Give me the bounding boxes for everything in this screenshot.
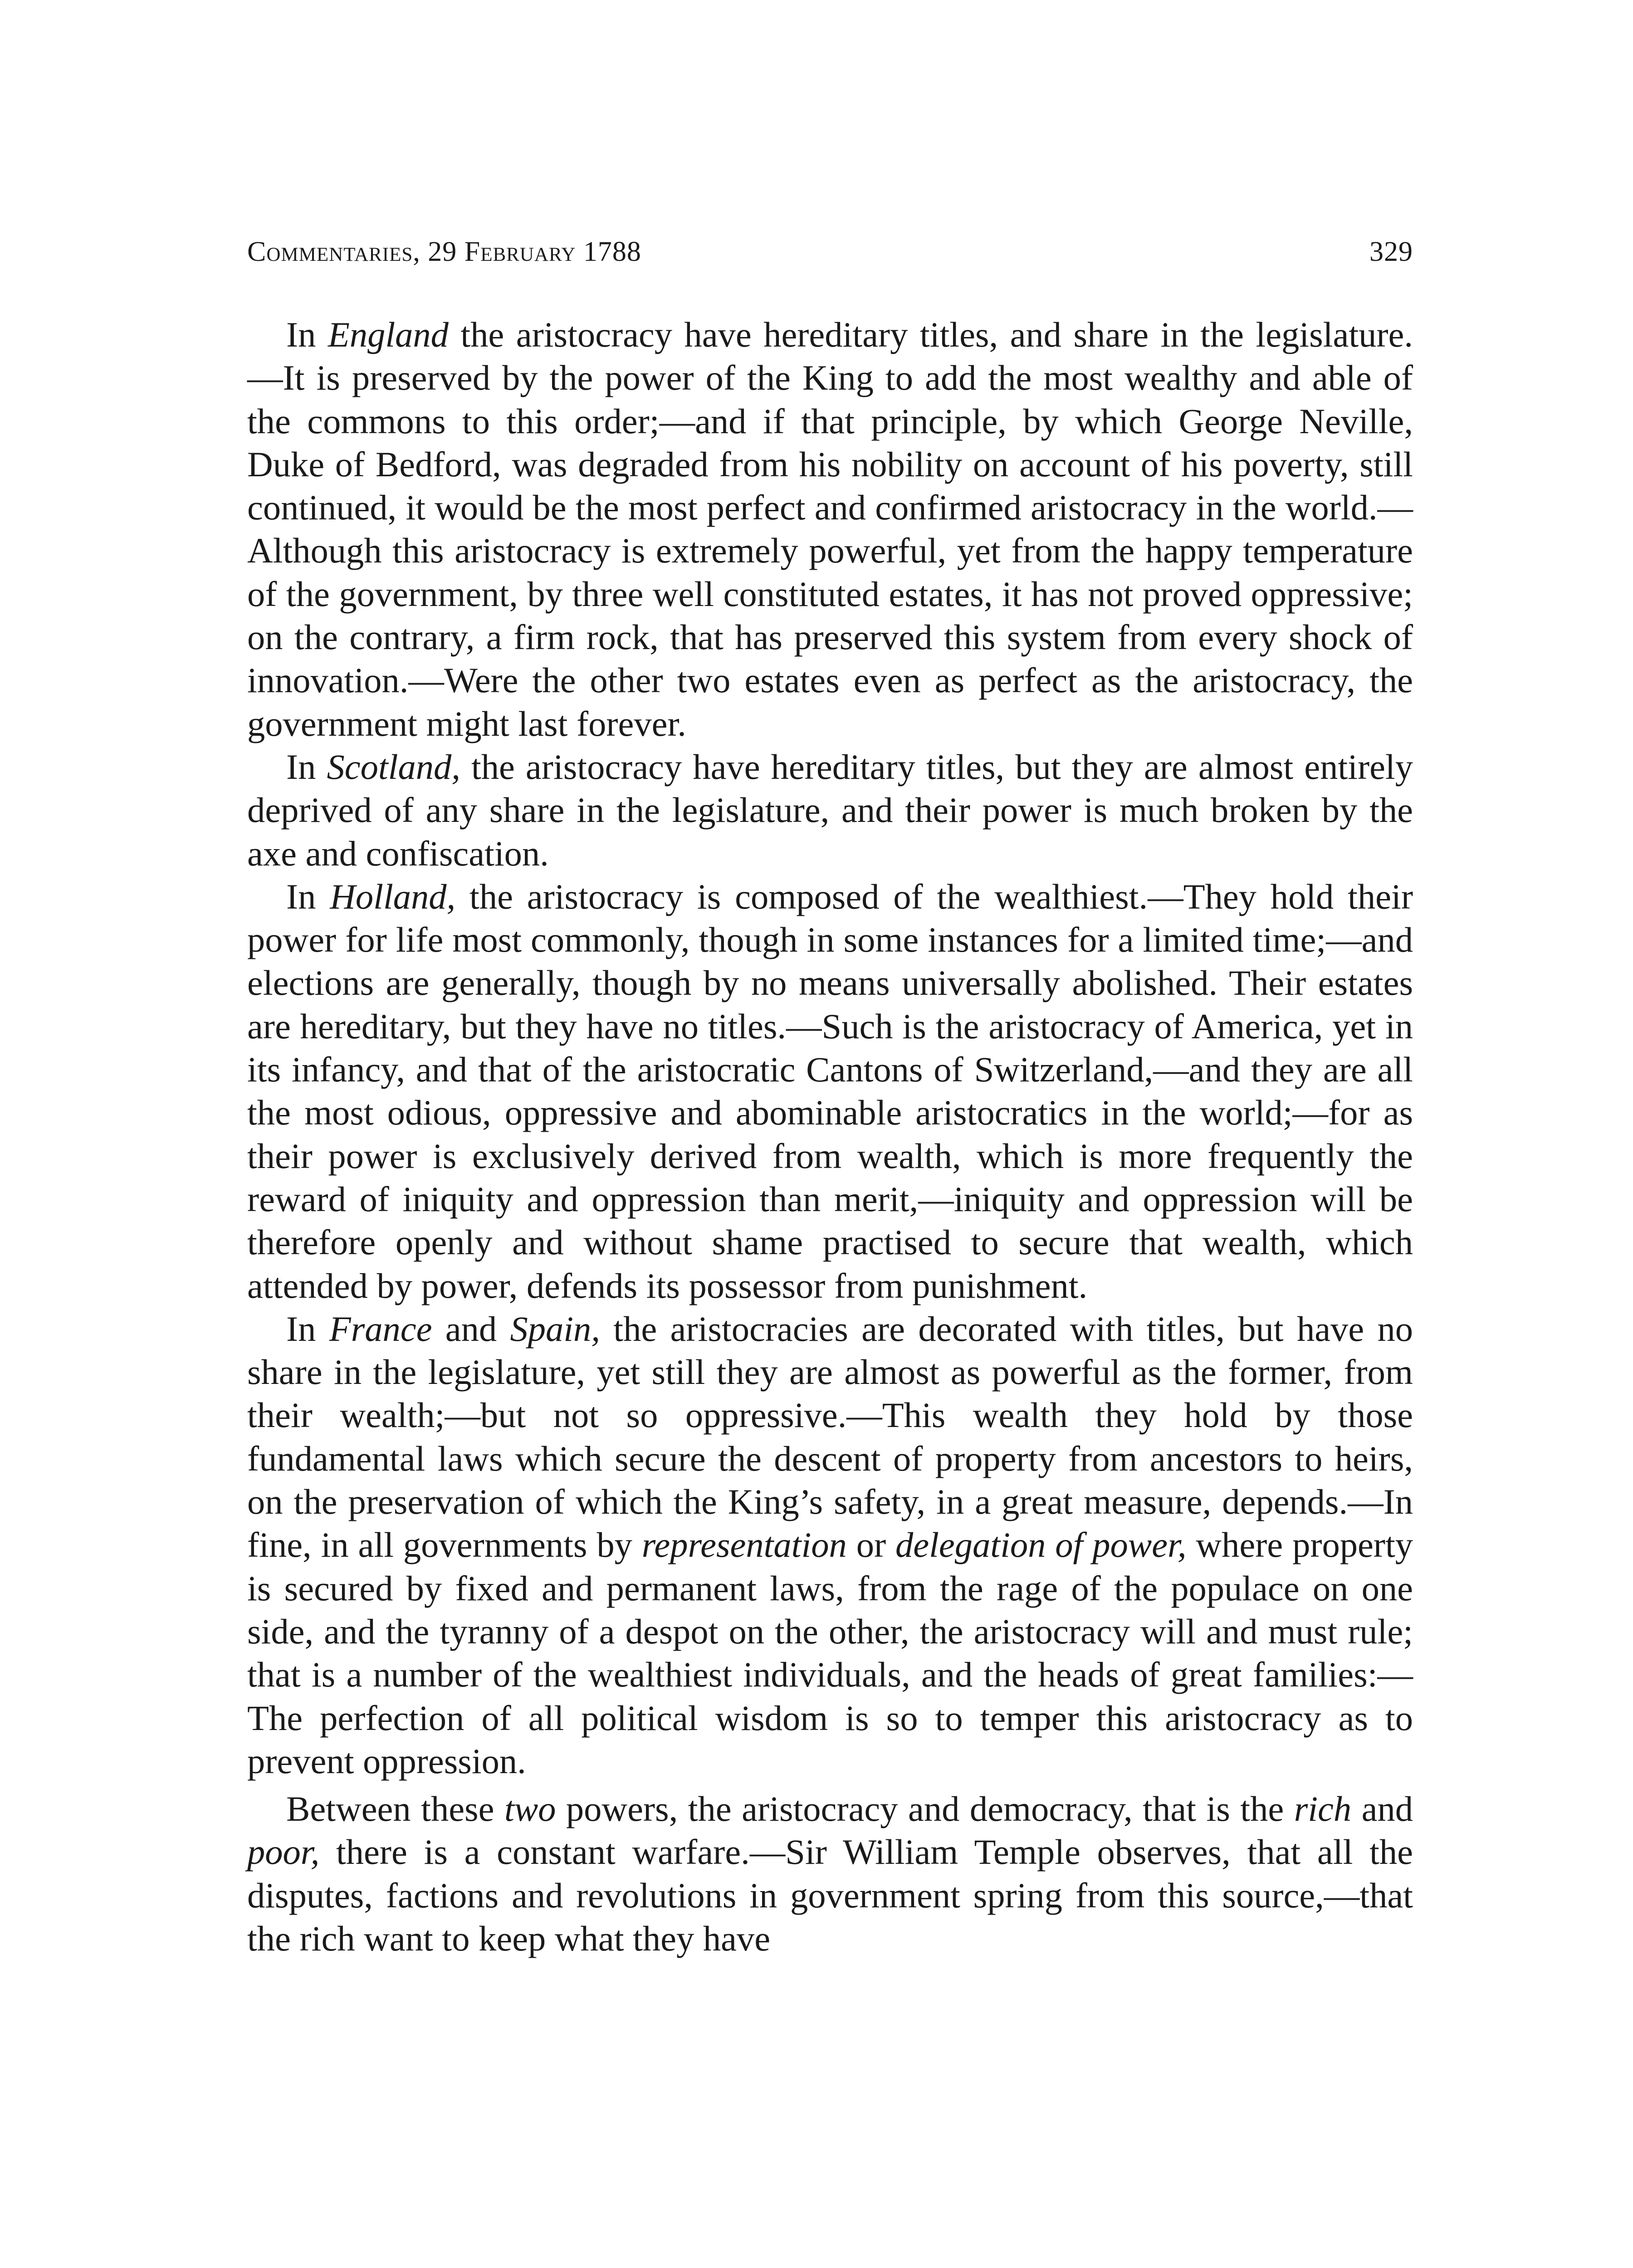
- text-run: where property is secured by fixed and permanent laws, from the rage of the populace on one side, and the tyranny of a despot on the other, the aristocracy will and must rule; that is a number of the wealthiest individuals, and the heads of great families:—The perfection of all political wisdom is so to temper this aristocracy as to prevent oppression.: [247, 1525, 1413, 1781]
- text-run: and: [432, 1309, 510, 1349]
- italic-place-name: England: [328, 315, 449, 354]
- text-run: In: [286, 315, 328, 354]
- paragraph-spacer: [247, 1783, 1413, 1787]
- italic-place-name: France: [329, 1309, 432, 1349]
- italic-emphasis: poor,: [247, 1832, 320, 1872]
- paragraph-two-powers: [247, 1787, 1413, 1960]
- text-run: Between these: [286, 1789, 504, 1829]
- running-title: Commentaries, 29 February 1788: [247, 236, 641, 267]
- italic-place-name: Spain,: [510, 1309, 600, 1349]
- text-run: In: [286, 1309, 329, 1349]
- paragraph-france-spain: [247, 1307, 1413, 1783]
- paragraph-england: [247, 313, 1413, 745]
- italic-emphasis: representation: [641, 1525, 847, 1565]
- page-number: 329: [1369, 236, 1413, 267]
- text-run: the aristocracy have hereditary titles, but they are almost entirely deprived of any share in the legislature, and their power is much broken by the axe and confiscation.: [247, 747, 1413, 873]
- text-run: and: [1351, 1789, 1413, 1829]
- text-run: In: [286, 876, 330, 916]
- text-run: In: [286, 747, 327, 787]
- text-run: the aristocracies are decorated with titles, but have no share in the legislature, yet still they are almost as powerful as the former, from their wealth;—but not so oppressive.—This wealth they hold by those fundamental laws which secure the descent of property from ancestors to heirs, on the preservation of which the King’s safety, in a great measure, depends.—In fine, in all governments by: [247, 1309, 1413, 1565]
- text-run: powers, the aristocracy and democracy, that is the: [556, 1789, 1294, 1829]
- text-run: the aristocracy have hereditary titles, and share in the legislature.—It is preserved by the power of the King to add the most wealthy and able of the commons to this order;—and if that principle, by which George Neville, Duke of Bedford, was degraded from his nobility on account of his poverty, still continued, it would be the most perfect and confirmed aristocracy in the world.—Although this aristocracy is extremely powerful, yet from the happy temperature of the government, by three well constituted estates, it has not proved oppressive; on the contrary, a firm rock, that has preserved this system from every shock of innovation.—Were the other two estates even as perfect as the aristocracy, the government might last forever.: [247, 315, 1413, 743]
- italic-place-name: Holland,: [330, 876, 456, 916]
- body-text: [247, 313, 1413, 1960]
- running-head: [247, 229, 1413, 274]
- italic-emphasis: two: [504, 1789, 556, 1829]
- text-run: or: [846, 1525, 896, 1565]
- text-run: there is a constant warfare.—Sir William Temple observes, that all the disputes, factions and revolutions in government spring from this source,—that the rich want to keep what they have: [247, 1832, 1413, 1958]
- paragraph-holland: [247, 875, 1413, 1307]
- italic-place-name: Scotland,: [327, 747, 460, 787]
- text-run: the aristocracy is composed of the wealthiest.—They hold their power for life most commonly, though in some instances for a limited time;—and elections are generally, though by no means universally abolished. Their estates are hereditary, but they have no titles.—Such is the aristocracy of America, yet in its infancy, and that of the aristocratic Cantons of Switzerland,—and they are all the most odious, oppressive and abominable aristocratics in the world;—for as their power is exclusively derived from wealth, which is more frequently the reward of iniquity and oppression than merit,—iniquity and oppression will be therefore openly and without shame practised to secure that wealth, which attended by power, defends its possessor from punishment.: [247, 876, 1413, 1305]
- italic-emphasis: rich: [1294, 1789, 1352, 1829]
- italic-emphasis: delegation of power,: [895, 1525, 1187, 1565]
- paragraph-scotland: [247, 745, 1413, 875]
